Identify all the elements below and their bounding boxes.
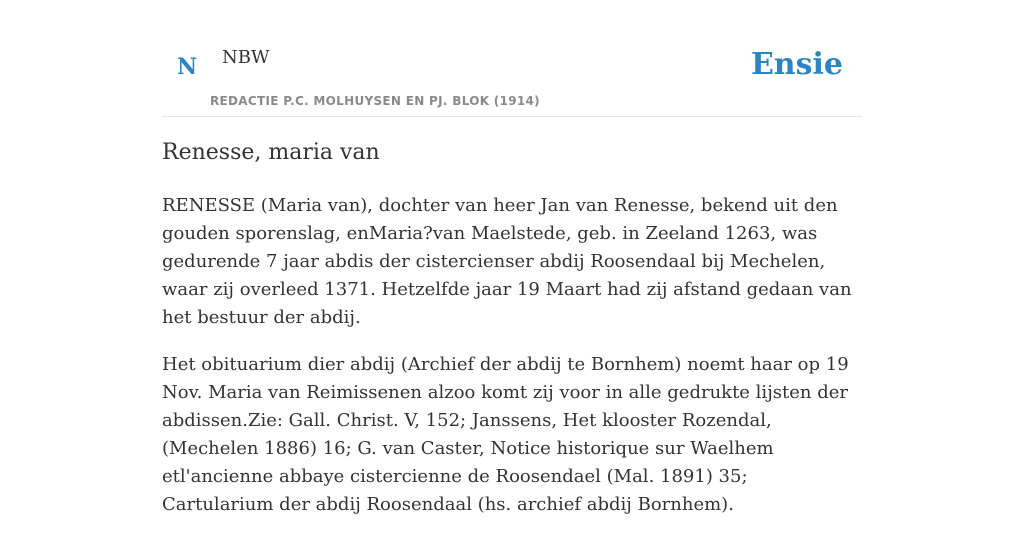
article-title: Renesse, maria van (162, 140, 380, 165)
article-paragraph: Het obituarium dier abdij (Archief der abdij te Bornhem) noemt haar op 19 Nov. Maria van Reimissenen alzoo komt zij voor in alle gedrukte lijsten der abdissen.Zie: Gall. Christ. V, 152; Janssens, Het klooster Rozendal, (Mechelen 1886) 16; G. van Caster, Notice historique sur Waelhem etl'ancienne abbaye cistercienne de Roosendael (Mal. 1891) 35; Cartularium der abdij Roosendaal (hs. archief abdij Bornhem). (162, 354, 849, 515)
source-header (162, 0, 862, 117)
source-subtitle: REDACTIE P.C. MOLHUYSEN EN PJ. BLOK (1914) (210, 94, 540, 108)
source-logo-icon[interactable]: N (177, 54, 198, 80)
brand-logo[interactable]: Ensie (750, 47, 843, 82)
article-body (162, 192, 862, 538)
page-container (162, 0, 862, 515)
source-name[interactable]: NBW (222, 47, 270, 68)
article-paragraph: RENESSE (Maria van), dochter van heer Jan van Renesse, bekend uit den gouden sporenslag, enMaria?van Maelstede, geb. in Zeeland 1263, was gedurende 7 jaar abdis der cistercienser abdij Roosendaal bij Mechelen, waar zij overleed 1371. Hetzelfde jaar 19 Maart had zij afstand gedaan van het bestuur der abdij. (162, 195, 852, 328)
